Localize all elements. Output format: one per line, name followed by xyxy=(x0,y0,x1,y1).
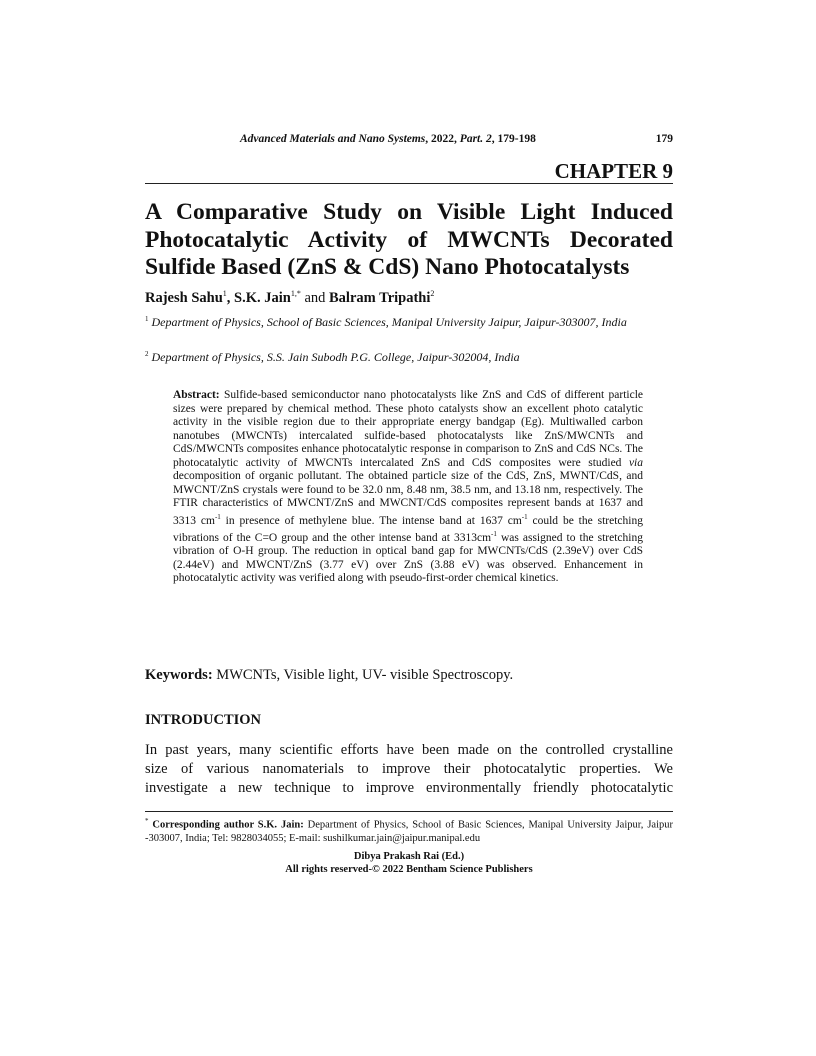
author-separator: , xyxy=(226,289,235,306)
author-affil-mark: 1 xyxy=(222,289,227,298)
affiliation-text: Department of Physics, S.S. Jain Subodh P.G. College, Jaipur-302004, India xyxy=(151,350,520,364)
affiliation xyxy=(145,347,673,365)
author-affil-mark: 2 xyxy=(430,289,435,298)
title-line: Photocatalytic Activity of MWCNTs Decorated xyxy=(145,226,673,253)
footnote xyxy=(145,815,673,845)
keywords xyxy=(145,667,513,684)
paper-title xyxy=(145,199,673,282)
running-header xyxy=(145,133,673,151)
author-affil-mark: 1,* xyxy=(290,289,301,298)
section-heading: INTRODUCTION xyxy=(145,712,262,728)
abstract-text: was assigned to the stretching vibration of O-H group. The reduction in optical band gap for MWCNTs/CdS (2.39eV) over CdS (2.44eV) and MWCNT/ZnS (3.77 eV) over ZnS (3.88 eV) was observed. Enhancement in photocatalytic activity was verified along with pseudo-first-order chemical kinetics. xyxy=(173,531,643,585)
abstract xyxy=(173,389,643,586)
footnote-mark: * xyxy=(145,817,149,825)
keywords-label: Keywords: xyxy=(145,667,213,683)
journal-year: , 2022, xyxy=(425,133,460,145)
footnote-rule xyxy=(145,811,673,812)
rights-line: All rights reserved-© 2022 Bentham Science Publishers xyxy=(285,864,533,875)
author-separator: and xyxy=(300,289,330,306)
title-line: A Comparative Study on Visible Light Induced xyxy=(145,199,673,225)
abstract-text: Sulfide-based semiconductor nano photocatalysts like ZnS and CdS of different particle sizes were prepared by chemical method. These photo catalysts show an excellent photo catalytic activity in the visible region due to their appropriate energy bandgap (Eg). Multiwalled carbon nanotubes (MWCNTs) intercalated sulfide-based photocatalysts like ZnS/MWCNTs and CdS/MWCNTs composites enhance photocatalytic response in comparison to ZnS and CdS NCs. The photocatalytic activity of MWCNTs intercalated ZnS and CdS composites were studied xyxy=(173,389,643,469)
author-list xyxy=(145,289,434,307)
journal-name: Advanced Materials and Nano Systems xyxy=(240,133,426,145)
affiliation-text: Department of Physics, School of Basic Sciences, Manipal University Jaipur, Jaipur-303007, India xyxy=(151,315,627,329)
affiliation-mark: 1 xyxy=(145,315,149,323)
abstract-text: could be the stretching vibrations of the C=O group and the other intense band at 3313cm xyxy=(173,514,643,544)
introduction-body xyxy=(145,741,673,798)
abstract-text: decomposition of organic pollutant. The obtained particle size of the CdS, ZnS, MWNT/CdS, and MWCNT/ZnS crystals were found to be 32.0 nm, 8.48 nm, 38.5 nm, and 13.18 nm, respectively. The FTIR characteristics of MWCNT/ZnS and MWCNT/CdS composites represent bands at 1637 and 3313 cm xyxy=(173,470,643,527)
body-line: investigate a new technique to improve environmentally friendly photocatalytic xyxy=(145,780,673,796)
editor-line: Dibya Prakash Rai (Ed.) xyxy=(353,851,465,862)
abstract-superscript: -1 xyxy=(491,529,497,538)
page-number: 179 xyxy=(655,133,673,145)
body-line: In past years, many scientific efforts have been made on the controlled crystalline xyxy=(145,742,673,758)
chapter-rule xyxy=(145,183,673,184)
journal-pages: , 179-198 xyxy=(491,133,536,145)
abstract-superscript: -1 xyxy=(214,512,221,521)
abstract-superscript: -1 xyxy=(521,512,528,521)
keywords-text: MWCNTs, Visible light, UV- visible Spectroscopy. xyxy=(212,667,514,683)
author-name: Balram Tripathi xyxy=(329,289,431,306)
journal-citation xyxy=(240,133,536,145)
chapter-label: CHAPTER 9 xyxy=(554,159,673,183)
journal-part: Part. 2 xyxy=(459,133,492,145)
author-name: S.K. Jain xyxy=(234,289,291,306)
footnote-label: Corresponding author S.K. Jain: xyxy=(148,819,304,831)
affiliation-mark: 2 xyxy=(145,350,149,358)
title-line: Sulfide Based (ZnS & CdS) Nano Photocatalysts xyxy=(145,254,630,280)
footnote-text: Department of Physics, School of Basic Sciences, Manipal University Jaipur, Jaipur -303007, India; Tel: 9828034055; E-mail: sushilkumar.jain@jaipur.manipal.edu xyxy=(145,819,673,844)
abstract-label: Abstract: xyxy=(173,389,220,401)
body-line: size of various nanomaterials to improve their photocatalytic properties. We xyxy=(145,761,673,777)
affiliation xyxy=(145,312,673,330)
abstract-italic: via xyxy=(628,456,643,469)
abstract-text: in presence of methylene blue. The intense band at 1637 cm xyxy=(220,514,522,527)
author-name: Rajesh Sahu xyxy=(145,289,223,306)
